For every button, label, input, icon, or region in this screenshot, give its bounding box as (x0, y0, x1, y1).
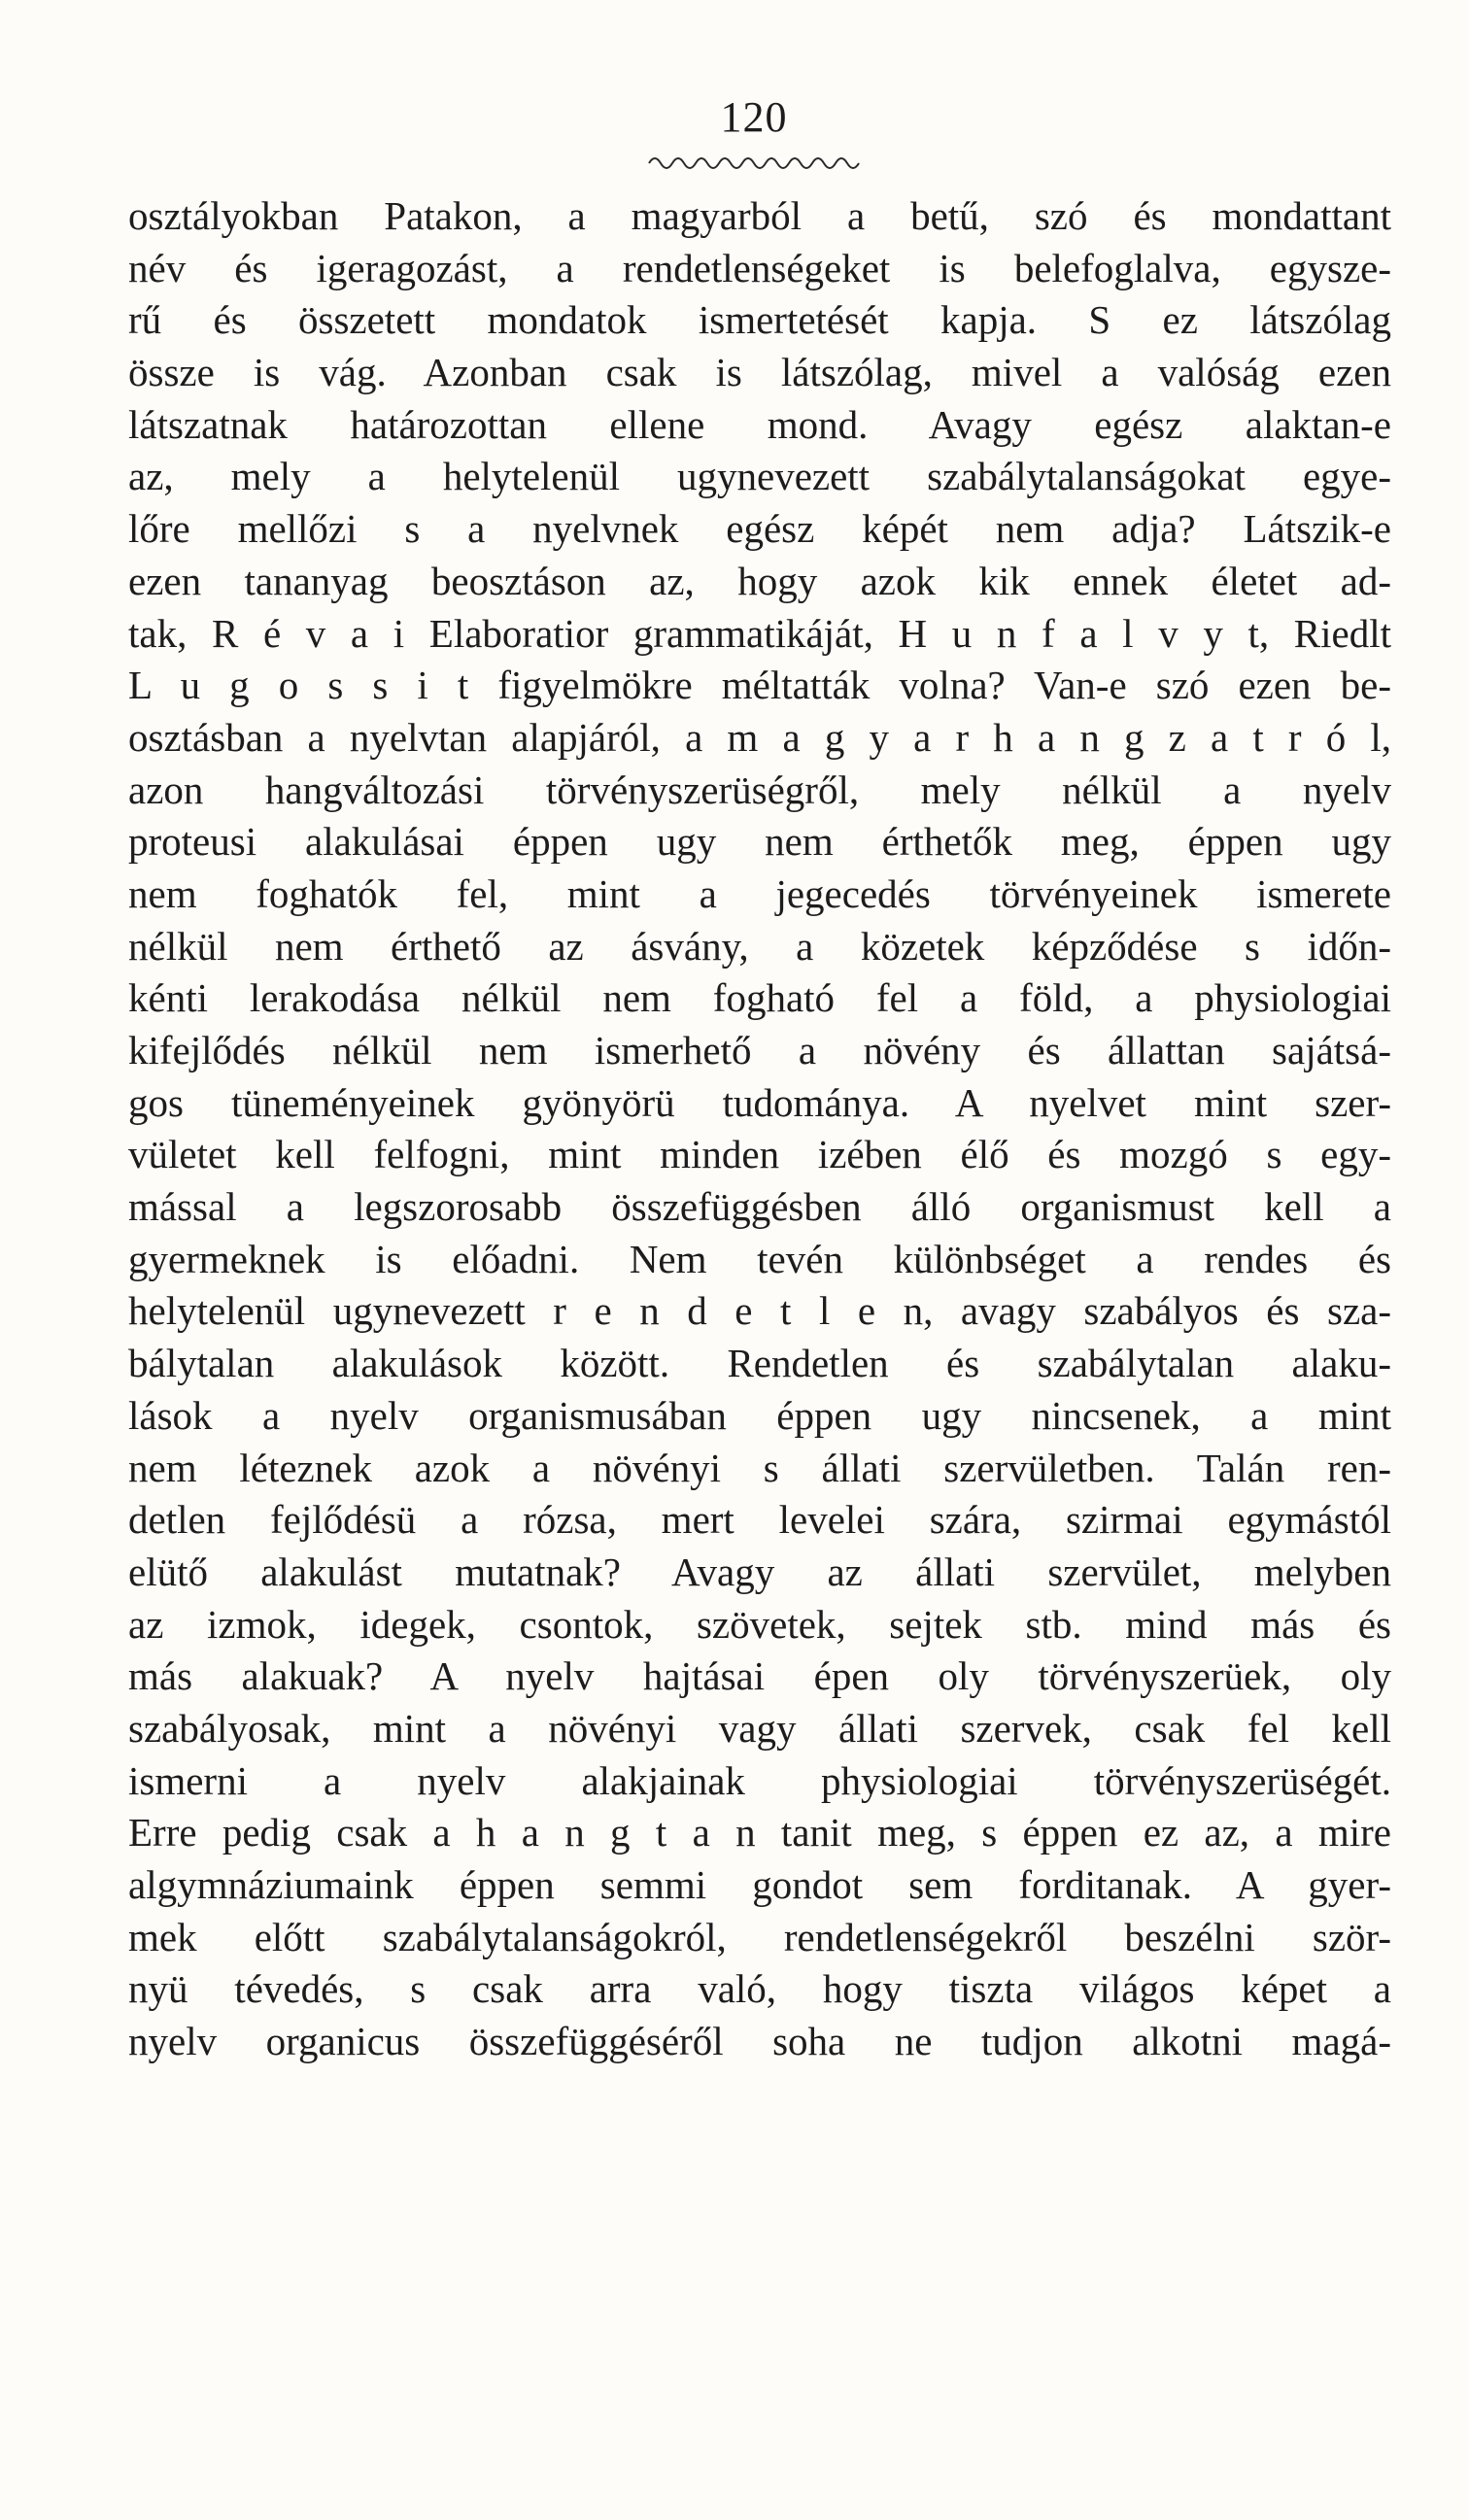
text-line: nyü tévedés, s csak arra való, hogy tiszta világos képet a (128, 1966, 1391, 2012)
text-line: mek előtt szabálytalanságokról, rendetlenségekről beszélni ször- (128, 1914, 1391, 1959)
text-line: név és igeragozást, a rendetlenségeket is belefoglalva, egysze- (128, 245, 1391, 290)
text-line: helytelenül ugynevezett r e n d e t l e n, avagy szabályos és sza- (128, 1288, 1391, 1334)
text-line: gyermeknek is előadni. Nem tevén különbséget a rendes és (128, 1236, 1391, 1281)
text-line: nélkül nem érthető az ásvány, a közetek képződése s időn- (128, 923, 1391, 969)
text-line: lőre mellőzi s a nyelvnek egész képét nem adja? Látszik-e (128, 506, 1391, 552)
text-line: kénti lerakodása nélkül nem fogható fel a föld, a physiologiai (128, 975, 1391, 1021)
body-text (128, 190, 1391, 2068)
text-line: detlen fejlődésü a rózsa, mert levelei szára, szirmai egymástól (128, 1497, 1391, 1543)
text-line: nem léteznek azok a növényi s állati szervületben. Talán ren- (128, 1445, 1391, 1490)
text-line: L u g o s s i t figyelmökre méltatták volna? Van-e szó ezen be- (128, 663, 1391, 708)
text-line: lások a nyelv organismusában éppen ugy nincsenek, a mint (128, 1392, 1391, 1438)
text-line: proteusi alakulásai éppen ugy nem érthetők meg, éppen ugy (128, 819, 1391, 865)
text-line: nem foghatók fel, mint a jegecedés törvényeinek ismerete (128, 870, 1391, 916)
text-line: az, mely a helytelenül ugynevezett szabálytalanságokat egye- (128, 454, 1391, 499)
text-line: látszatnak határozottan ellene mond. Avagy egész alaktan-e (128, 401, 1391, 447)
text-line: más alakuak? A nyelv hajtásai épen oly törvényszerüek, oly (128, 1653, 1391, 1699)
text-line: elütő alakulást mutatnak? Avagy az állati szervület, melyben (128, 1549, 1391, 1594)
text-line: nyelv organicus összefüggéséről soha ne tudjon alkotni magá- (128, 2019, 1391, 2064)
text-line: ezen tananyag beosztáson az, hogy azok kik ennek életet ad- (128, 558, 1391, 603)
text-line: Erre pedig csak a h a n g t a n tanit meg, s éppen ez az, a mire (128, 1810, 1391, 1856)
text-line: mással a legszorosabb összefüggésben álló organismust kell a (128, 1184, 1391, 1230)
page-number: 120 (720, 93, 788, 141)
text-line: azon hangváltozási törvényszerüségről, mely nélkül a nyelv (128, 766, 1391, 812)
text-line: kifejlődés nélkül nem ismerhető a növény és állattan sajátsá- (128, 1028, 1391, 1073)
text-line: vületet kell felfogni, mint minden izében élő és mozgó s egy- (128, 1132, 1391, 1177)
text-line: az izmok, idegek, csontok, szövetek, sejtek stb. mind más és (128, 1601, 1391, 1647)
text-line: osztásban a nyelvtan alapjáról, a m a g y a r h a n g z a t r ó l, (128, 714, 1391, 760)
page-header (0, 93, 1469, 142)
text-line: össze is vág. Azonban csak is látszólag, mivel a valóság ezen (128, 350, 1391, 395)
text-line: gos tüneményeinek gyönyörü tudománya. A nyelvet mint szer- (128, 1079, 1391, 1125)
text-line: szabályosak, mint a növényi vagy állati szervek, csak fel kell (128, 1705, 1391, 1751)
text-line: tak, R é v a i Elaboratior grammatikáját, H u n f a l v y t, Riedlt (128, 610, 1391, 656)
text-line: osztályokban Patakon, a magyarból a betű, szó és mondattant (128, 193, 1391, 238)
wavy-ornament (647, 150, 867, 171)
text-line: ismerni a nyelv alakjainak physiologiai törvényszerüségét. (128, 1757, 1391, 1803)
text-line: algymnáziumaink éppen semmi gondot sem forditanak. A gyer- (128, 1862, 1391, 1907)
text-line: bálytalan alakulások között. Rendetlen és szabálytalan alaku- (128, 1341, 1391, 1386)
text-line: rű és összetett mondatok ismertetését kapja. S ez látszólag (128, 297, 1391, 343)
